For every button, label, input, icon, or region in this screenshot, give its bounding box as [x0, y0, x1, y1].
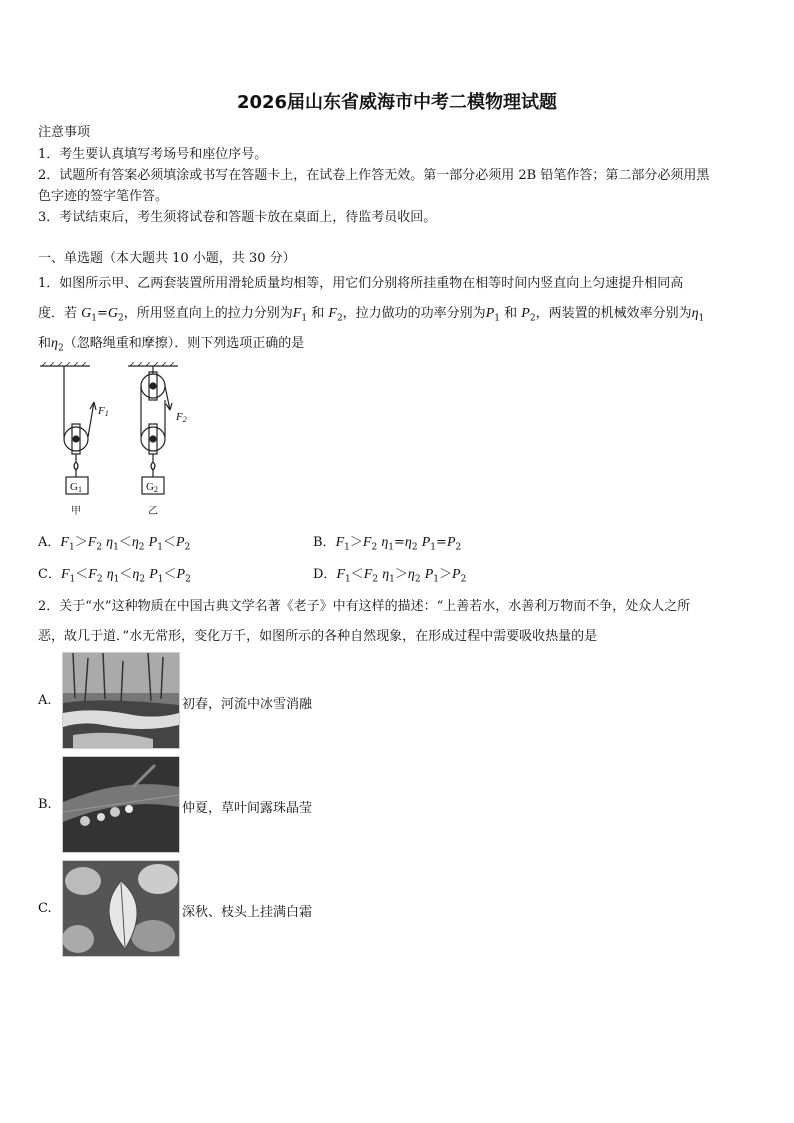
q1-option-d[interactable]: D．$F_1<F_2$ $\eta_1>\eta_2$ $P_1>P_2$	[313, 567, 467, 585]
pulley-figure	[36, 362, 196, 520]
q1-text: 和	[504, 306, 518, 321]
force-label-1: F1	[98, 405, 109, 418]
q1-text: ，两装置的机械效率分别为	[535, 306, 692, 321]
q2-option-b-text: 仲夏，草叶间露珠晶莹	[182, 801, 313, 816]
q1-option-c[interactable]: C．$F_1<F_2$ $\eta_1<\eta_2$ $P_1<P_2$	[38, 567, 191, 585]
q1-line-2: 度．若 $G_1=G_2$，所用竖直向上的拉力分别为$F_1$ 和 $F_2$，拉力做功的功率分别为$P_1$ 和 $P_2$，两装置的机械效率分别为$\eta_1$	[38, 306, 705, 324]
q1-text: ，拉力做功的功率分别为	[342, 306, 486, 321]
weight-label-2: G2	[146, 481, 158, 494]
river-ice-photo	[62, 652, 180, 749]
page-title: 2026届山东省威海市中考二模物理试题	[236, 92, 558, 113]
q1-text: （忽略绳重和摩擦）．则下列选项正确的是	[63, 336, 305, 351]
notice-item-1: 1．考生要认真填写考场号和座位序号。	[38, 147, 268, 162]
q2-option-a-text: 初春，河流中冰雪消融	[182, 697, 313, 712]
q1-option-a[interactable]: A．$F_1>F_2$ $\eta_1<\eta_2$ $P_1<P_2$	[38, 535, 191, 553]
q2-line-2: 恶，故几于道．”水无常形，变化万千，如图所示的各种自然现象，在形成过程中需要吸收热量的是	[38, 629, 598, 644]
frost-leaves-photo	[62, 860, 180, 957]
q1-text: 度．若	[38, 306, 82, 321]
q1-text: ，所用竖直向上的拉力分别为	[123, 306, 293, 321]
q1-line-3: 和$\eta_2$（忽略绳重和摩擦）．则下列选项正确的是	[38, 336, 305, 354]
section-heading: 一、单选题（本大题共 10 小题，共 30 分）	[38, 251, 296, 266]
notice-item-3: 3．考试结束后，考生须将试卷和答题卡放在桌面上，待监考员收回。	[38, 210, 437, 225]
q1-option-b[interactable]: B．$F_1>F_2$ $\eta_1=\eta_2$ $P_1=P_2$	[313, 535, 462, 553]
q2-option-b-label[interactable]: B.	[38, 797, 52, 812]
q2-option-a-label[interactable]: A.	[38, 693, 52, 708]
q1-text: 和	[38, 336, 52, 351]
q1-line-1: 1．如图所示甲、乙两套装置所用滑轮质量均相等，用它们分别将所挂重物在相等时间内竖直向上匀速提升相同高	[38, 276, 684, 291]
force-label-2: F2	[176, 411, 187, 424]
q1-text: 和	[311, 306, 325, 321]
q2-line-1: 2．关于“水”这种物质在中国古典文学名著《老子》中有这样的描述：“上善若水，水善利万物而不争，处众人之所	[38, 599, 691, 614]
notice-item-2: 2．试题所有答案必须填涂或书写在答题卡上，在试卷上作答无效。第一部分必须用 2B 铅笔作答；第二部分必须用黑	[38, 168, 710, 183]
figure-label-b: 乙	[148, 506, 158, 517]
q2-option-c-label[interactable]: C.	[38, 901, 52, 916]
notice-item-2-cont: 色字迹的签字笔作答。	[38, 189, 169, 204]
figure-label-a: 甲	[71, 506, 81, 517]
q2-option-c-text: 深秋、枝头上挂满白霜	[182, 905, 313, 920]
notice-heading: 注意事项	[38, 125, 91, 140]
weight-label-1: G1	[70, 481, 82, 494]
dew-drops-photo	[62, 756, 180, 853]
